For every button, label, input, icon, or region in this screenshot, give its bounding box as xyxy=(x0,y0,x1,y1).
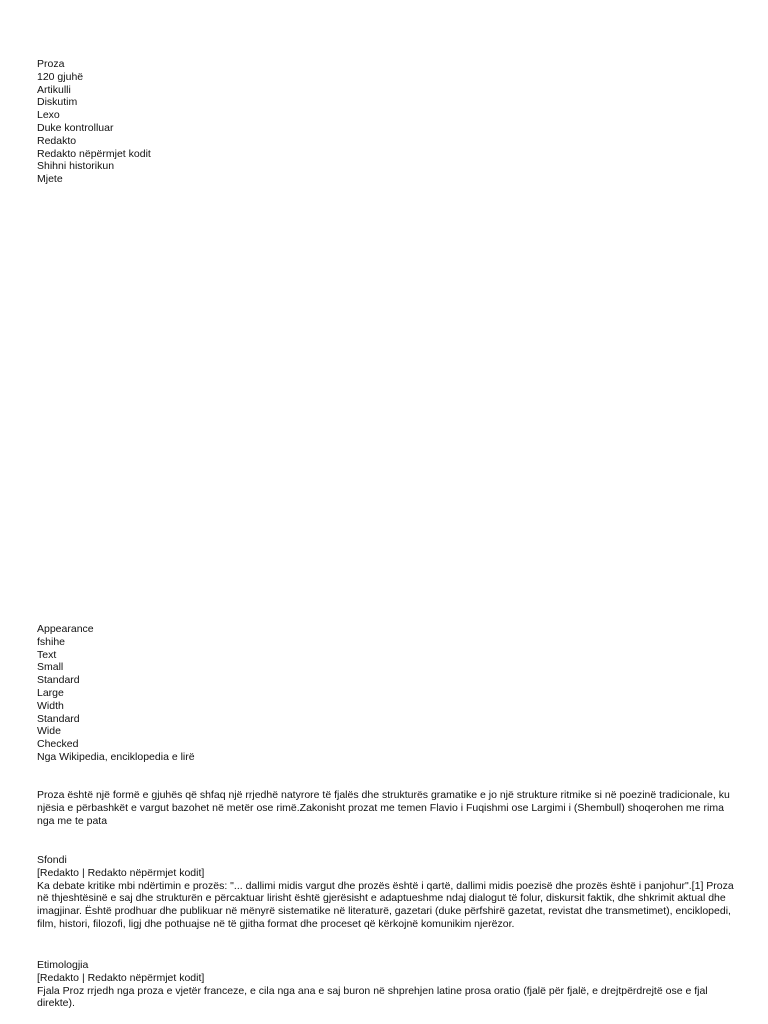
checked-status: Duke kontrolluar xyxy=(37,121,114,134)
action-edit-source[interactable]: Redakto nëpërmjet kodit xyxy=(37,147,151,160)
section-heading: Sfondi xyxy=(37,854,67,866)
section-sfondi xyxy=(37,854,737,931)
section-edit-links[interactable]: [Redakto | Redakto nëpërmjet kodit] xyxy=(37,866,205,879)
text-size-standard-option[interactable]: Standard xyxy=(37,674,80,687)
article-intro xyxy=(37,789,737,827)
page-title: Proza xyxy=(37,58,65,70)
text-size-heading: Text xyxy=(37,648,57,661)
appearance-checked-label: Checked xyxy=(37,738,79,751)
action-view-history[interactable]: Shihni historikun xyxy=(37,160,115,173)
tab-discussion[interactable]: Diskutim xyxy=(37,96,78,109)
action-read[interactable]: Lexo xyxy=(37,109,60,122)
page-header xyxy=(37,58,737,186)
action-edit[interactable]: Redakto xyxy=(37,134,77,147)
site-tagline-wrapper xyxy=(37,751,737,764)
width-wide-option[interactable]: Wide xyxy=(37,725,61,738)
width-standard-option[interactable]: Standard xyxy=(37,712,80,725)
intro-paragraph: Proza është një formë e gjuhës që shfaq një rrjedhë natyrore të fjalës dhe strukturës gramatike e jo një strukture ritmike si në poezinë tradicionale, ku njësia e përbashkët e vargut bazohet në metër ose rimë.Zakonisht prozat me temen Flavio i Fuqishmi ose Largimi i (Shembull) shoqerohen me rima nga me te pata xyxy=(37,789,730,827)
site-tagline: Nga Wikipedia, enciklopedia e lirë xyxy=(37,751,195,763)
section-etimologjia xyxy=(37,959,737,1010)
tools-menu[interactable]: Mjete xyxy=(37,173,63,186)
tab-article[interactable]: Artikulli xyxy=(37,83,71,96)
section-edit-links[interactable]: [Redakto | Redakto nëpërmjet kodit] xyxy=(37,971,205,984)
section-paragraph: Fjala Proz rrjedh nga proza e vjetër franceze, e cila nga ana e saj buron në shprehjen latine prosa oratio (fjalë për fjalë, e drejtpërdrejtë ose e fjal direkte). xyxy=(37,984,708,1010)
width-heading: Width xyxy=(37,699,64,712)
text-size-large-option[interactable]: Large xyxy=(37,686,64,699)
appearance-heading: Appearance xyxy=(37,623,94,635)
section-heading: Etimologjia xyxy=(37,959,89,971)
text-size-small-option[interactable]: Small xyxy=(37,661,64,674)
hide-appearance-button[interactable]: fshihe xyxy=(37,635,66,648)
appearance-panel xyxy=(37,623,737,751)
section-paragraph: Ka debate kritike mbi ndërtimin e prozës: "... dallimi midis vargut dhe prozës është i qartë, dallimi midis poezisë dhe prozës është i panjohur".[1] Proza në thjeshtësinë e saj dhe strukturën e përcaktuar lirisht është gjerësisht e adaptueshme ndaj dialogut të folur, diskursit faktik, dhe shkrimit aktual dhe imagjinar. Është prodhuar dhe publikuar në mënyrë sistematike në literaturë, gazetari (duke përfshirë gazetat, revistat dhe transmetimet), enciklopedi, film, histori, filozofi, ligj dhe pothuajse në të gjitha format dhe proceset që kërkojnë komunikim njerëzor. xyxy=(37,879,734,930)
language-selector[interactable]: 120 gjuhë xyxy=(37,70,84,83)
